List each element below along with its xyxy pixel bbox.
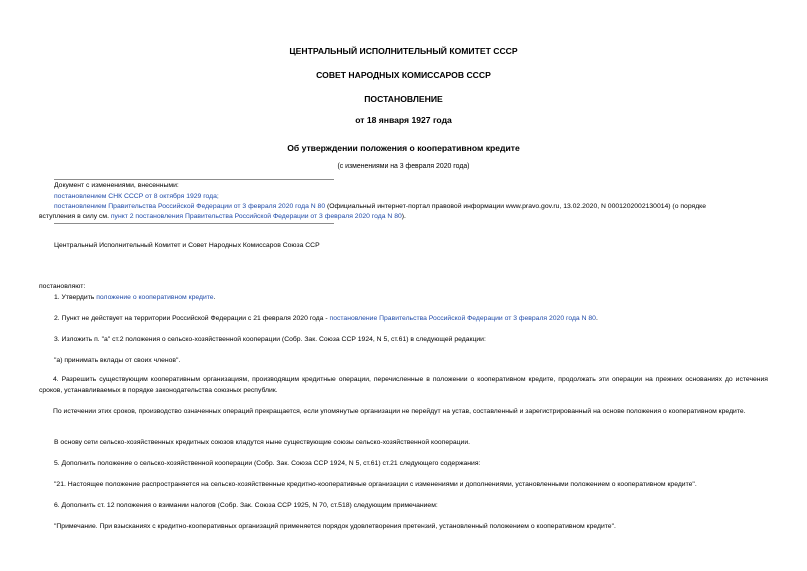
item-2-text: 2. Пункт не действует на территории Российской Федерации с 21 февраля 2020 года - xyxy=(54,315,330,322)
link-cooperative-credit-regulation[interactable]: положение о кооперативном кредите xyxy=(96,294,214,301)
item-1-text: 1. Утвердить xyxy=(54,294,97,301)
item-3-quote: "а) принимать вклады от своих членов". xyxy=(54,357,181,364)
item-4-continuation: По истечении этих сроков, производство означенных операций прекращается, если упомянутые организации не перейдут на устав, составленный и зарегистрированный на основе положения о кооперативном кредите. xyxy=(53,408,746,415)
header-issuer-cik: ЦЕНТРАЛЬНЫЙ ИСПОЛНИТЕЛЬНЫЙ КОМИТЕТ СССР xyxy=(289,46,518,56)
item-5: 5. Дополнить положение о сельско-хозяйственной кооперации (Собр. Зак. Союза ССР 1924, N 5, ст.61) ст.21 следующего содержания: xyxy=(54,460,481,467)
header-date: от 18 января 1927 года xyxy=(355,115,452,125)
item-4-base: В основу сети сельско-хозяйственных кредитных союзов кладутся ныне существующие союзы сельско-хозяйственной кооперации. xyxy=(54,439,471,446)
changes-bottom-divider xyxy=(54,223,334,224)
item-6-quote: "Примечание. При взысканиях с кредитно-кооперативных организаций применяется порядок удовлетворения претензий, установленный положением о кооперативном кредите". xyxy=(54,523,616,530)
changes-intro: Документ с изменениями, внесенными: xyxy=(54,182,179,189)
changes-line-3 xyxy=(39,212,406,221)
link-govt-2020-n80-item2[interactable]: постановление Правительства Российской Федерации от 3 февраля 2020 года N 80 xyxy=(329,315,596,322)
changes-top-divider xyxy=(54,179,334,180)
item-4: 4. Разрешить существующим кооперативным организациям, производящим кредитные операции, перечисленные в положении о кооперативном кредите, продолжать эти операции на прежних основаниях до истечения сроков, устанавливаемых в порядке законодательства союзных республик. xyxy=(39,376,768,394)
document-title: Об утверждении положения о кооперативном кредите xyxy=(287,143,520,153)
item-5-quote: "21. Настоящее положение распространяется на сельско-хозяйственные кредитно-кооперативные организации с изменениями и дополнениями, установленными положением о кооперативном кредите". xyxy=(54,481,697,488)
changes-effect-prefix: вступления в силу см. xyxy=(39,213,111,220)
header-doc-type: ПОСТАНОВЛЕНИЕ xyxy=(364,94,443,104)
changes-source-note: (Официальный интернет-портал правовой информации www.pravo.gov.ru, 13.02.2020, N 0001202002130014) (о порядке xyxy=(325,203,707,210)
item-1 xyxy=(54,293,215,302)
link-govt-2020-n80-clause2[interactable]: пункт 2 постановления Правительства Российской Федерации от 3 февраля 2020 года N 80 xyxy=(110,213,402,220)
item-3: 3. Изложить п. "а" ст.2 положения о сельско-хозяйственной кооперации (Собр. Зак. Союза ССР 1924, N 5, ст.61) в следующей редакции: xyxy=(54,336,486,343)
changes-effect-suffix: ). xyxy=(401,213,406,220)
changes-line-1 xyxy=(54,192,219,201)
document-subtitle: (с изменениями на 3 февраля 2020 года) xyxy=(337,163,470,170)
link-snk-1929[interactable]: постановлением СНК СССР от 8 октября 1929 года; xyxy=(54,193,219,200)
item-6: 6. Дополнить ст. 12 положения о взимании налогов (Собр. Зак. Союза ССР 1925, N 70, ст.518) следующим примечанием: xyxy=(54,502,438,509)
header-issuer-snk: СОВЕТ НАРОДНЫХ КОМИССАРОВ СССР xyxy=(316,70,491,80)
link-govt-2020-n80[interactable]: постановлением Правительства Российской Федерации от 3 февраля 2020 года N 80 xyxy=(54,203,326,210)
item-2-end: . xyxy=(595,315,598,322)
item-2 xyxy=(54,314,598,323)
changes-line-2 xyxy=(54,202,706,211)
authority-statement: Центральный Исполнительный Комитет и Совет Народных Комиссаров Союза ССР xyxy=(54,242,320,249)
item-1-end: . xyxy=(213,294,216,301)
resolves-word: постановляют: xyxy=(39,283,86,290)
